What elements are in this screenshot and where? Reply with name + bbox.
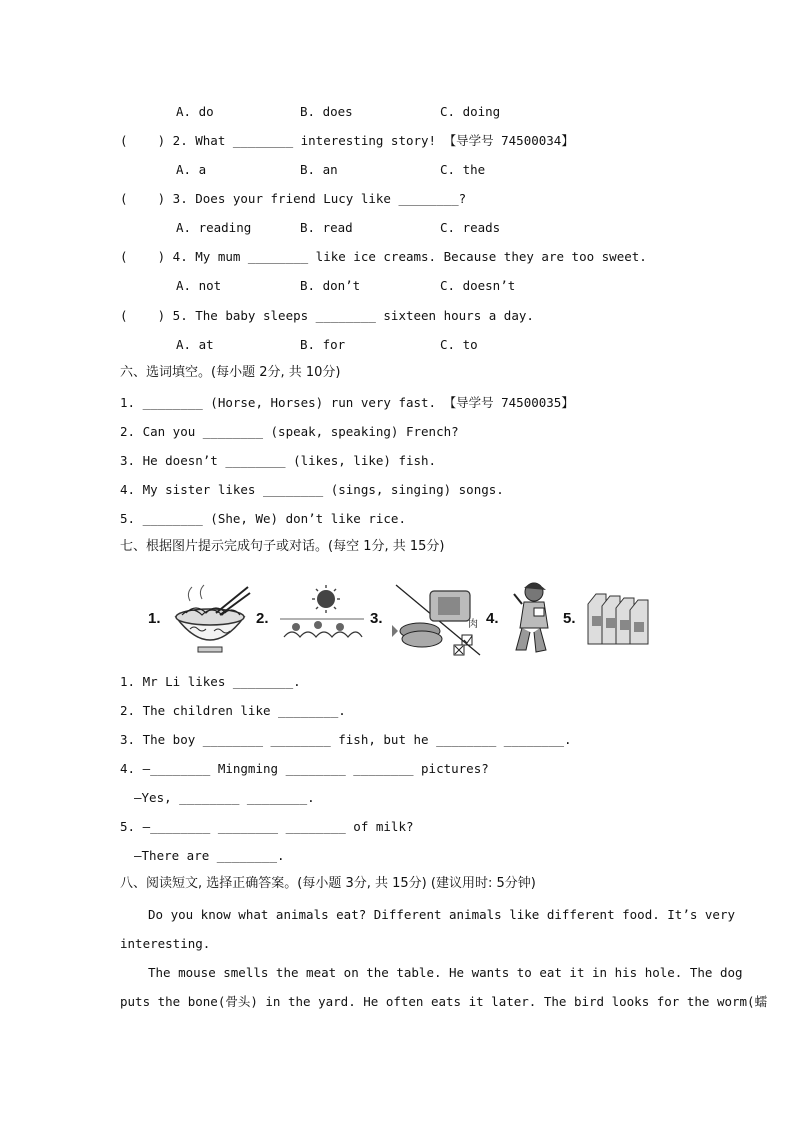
q4-option-a: A. not [176, 278, 222, 293]
section-7-item-4: 4. —________ Mingming ________ ________ pictures? [120, 761, 489, 776]
section-8-title: 八、阅读短文, 选择正确答案。(每小题 3分, 共 15分) (建议用时: 5分钟) [120, 876, 536, 891]
section-7-item-1: 1. Mr Li likes ________. [120, 674, 301, 689]
q5-option-c: C. to [440, 337, 478, 352]
q2-option-c: C. the [440, 162, 486, 177]
picture-number-4: 4. [486, 610, 499, 627]
section-6-item-2: 2. Can you ________ (speak, speaking) French? [120, 424, 459, 439]
q5-option-a: A. at [176, 337, 214, 352]
q2-option-a: A. a [176, 162, 207, 177]
section-6-title: 六、选词填空。(每小题 2分, 共 10分) [120, 365, 341, 380]
section-7-item-3: 3. The boy ________ ________ fish, but he ________ ________. [120, 732, 572, 747]
passage-line-3: The mouse smells the meat on the table. He wants to eat it in his hole. The dog [148, 965, 743, 980]
milk-cartons-icon [586, 590, 650, 646]
section-6-item-1: 1. ________ (Horse, Horses) run very fast. 【导学号 74500035】 [120, 395, 574, 410]
picture-number-3: 3. [370, 610, 383, 627]
question-2: ( ) 2. What ________ interesting story! 【导学号 74500034】 [120, 133, 574, 148]
section-7-item-5-answer: —There are ________. [134, 848, 285, 863]
q3-option-c: C. reads [440, 220, 501, 235]
question-4: ( ) 4. My mum ________ like ice creams. Because they are too sweet. [120, 249, 647, 264]
picture-number-2: 2. [256, 610, 269, 627]
section-6-item-3: 3. He doesn’t ________ (likes, like) fish. [120, 453, 437, 468]
q1-option-b: B. does [300, 104, 353, 119]
q5-option-b: B. for [300, 337, 346, 352]
section-7-item-2: 2. The children like ________. [120, 703, 346, 718]
q4-option-c: C. doesn’t [440, 278, 516, 293]
picture-number-1: 1. [148, 610, 161, 627]
q1-option-c: C. doing [440, 104, 501, 119]
q3-option-b: B. read [300, 220, 353, 235]
children-sun-icon [278, 585, 366, 647]
question-5: ( ) 5. The baby sleeps ________ sixteen hours a day. [120, 308, 534, 323]
section-6-item-5: 5. ________ (She, We) don’t like rice. [120, 511, 406, 526]
section-7-item-4-answer: —Yes, ________ ________. [134, 790, 315, 805]
q3-option-a: A. reading [176, 220, 252, 235]
fish-and-meat-icon [392, 583, 484, 657]
question-3: ( ) 3. Does your friend Lucy like ________? [120, 191, 467, 206]
section-6-item-4: 4. My sister likes ________ (sings, singing) songs. [120, 482, 504, 497]
passage-line-1: Do you know what animals eat? Different animals like different food. It’s very [148, 907, 735, 922]
picture-number-5: 5. [563, 610, 576, 627]
passage-line-4: puts the bone(骨头) in the yard. He often eats it later. The bird looks for the worm(蠕 [120, 994, 768, 1009]
girl-drawing-icon [508, 580, 558, 658]
meat-label: 肉 [468, 619, 478, 630]
section-7-item-5: 5. —________ ________ ________ of milk? [120, 819, 414, 834]
q2-option-b: B. an [300, 162, 338, 177]
q1-option-a: A. do [176, 104, 214, 119]
noodles-bowl-icon [168, 583, 252, 655]
section-7-title: 七、根据图片提示完成句子或对话。(每空 1分, 共 15分) [120, 539, 445, 554]
q4-option-b: B. don’t [300, 278, 361, 293]
passage-line-2: interesting. [120, 936, 211, 951]
